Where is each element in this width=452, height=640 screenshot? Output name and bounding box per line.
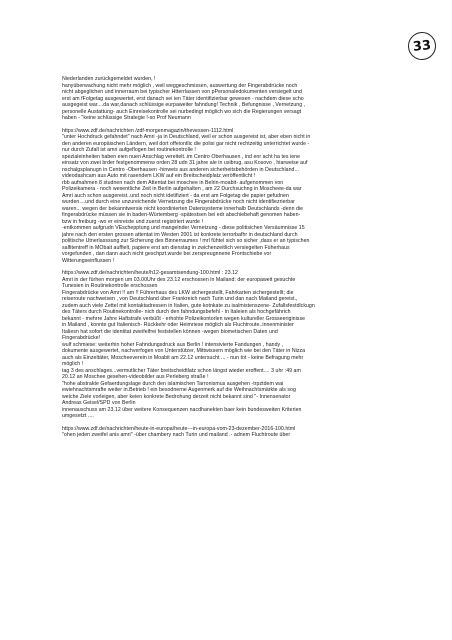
document-body bbox=[62, 76, 440, 445]
text-line: Tunesien in Routinekontrolle erschossen bbox=[62, 283, 158, 289]
text-paragraph bbox=[62, 128, 440, 265]
text-line: dokumente ausgewertet, nachverfogen von Unterstützer, Mittwissern möglich wie bei den Täter in Nizza bbox=[62, 348, 306, 354]
text-line: videodashcam aus Auto mit rasendem LKW auf ein Breitscheidplatz veröffentlicht ! bbox=[62, 173, 256, 179]
text-line: ausgegeist war....da war,danach schlüssige eurpaweiter fahndung! Technik , Befungnisse , Vernetzung , bbox=[62, 102, 306, 108]
text-paragraph bbox=[62, 270, 440, 420]
text-line: bzw in freiburg -wo er einreiste und zuerst registriert wurde ! bbox=[62, 218, 203, 225]
text-line: "hohe abstrakte Gefaerdungslage durch den islamischen Tarronismus ausgehen -trpztdem wai bbox=[62, 380, 284, 387]
text-line: vorgefunden , dan dann auch nicht geschpzt.wurde bei zerspreugnnene Frontschiebe vor bbox=[62, 251, 272, 257]
text-line: https://www.zdf.de/nachrichten /zdf-morgenmagazin/thevessen-1112.html bbox=[62, 127, 234, 134]
text-line: ewiehnachtsmrafte weiter in.Betrieb ! ein besodnerne Augenmerk auf die Weihnachtsmärkte als sog bbox=[62, 387, 296, 393]
text-line: "unter Hochdruck gefahndet" nach Amri -ja in Deutschland, weil er schon ausgereist ist, aber eben nicht in bbox=[62, 134, 311, 140]
text-line: nschalgsplanugn in Centro -Oberhausen -hinweis aus anderen sicherheitsbehörden in Deutschland... bbox=[62, 166, 299, 173]
text-line: "ohen jeden zweifel anis amri" -über chambery nach Turin und mailand .- adnem Fluchtroute über bbox=[62, 432, 291, 438]
page-number-stamp: 33 bbox=[407, 31, 438, 62]
text-line: innenauschuss am 23.12 über weitere Konsequenzen nacdhanekten baer kein bundesweiten Kriterien bbox=[62, 406, 302, 413]
text-line: auch als Einzeltäter, Moscheeverein in Moabit am 22.12 untersucht ... - nun tot - keine Befragung mehr bbox=[62, 354, 304, 361]
text-line: des Täters durch Routinekontrolle- nich durch den fahndungsbefehl - in Italeien als hochgefährich bbox=[62, 309, 291, 315]
text-line: Amri auch schon ausgereist..und noch nicht idetifiziert - da erst am Folgetag die papier gefudnen bbox=[62, 192, 289, 199]
text-line: wulf schmiese: weiterhin hoher Fahndungsdruck aus Berlin ! intensivierte Fandungen , handy , bbox=[62, 341, 284, 348]
text-line: https://www.zdf.de/nachrichten/heute/h12-gesamtsendung-100.html : 23.12 bbox=[62, 270, 238, 276]
text-line: möglich ! bbox=[62, 361, 84, 367]
text-line: bekannt - mehrre Jahre Haftstrafe verbüßt - erhohte Polizeikontorlen wegen kultureller Grosseeriginisse bbox=[62, 315, 306, 322]
text-line: fingerabdrücke müssen sie in baden-Würtemberg -spätestsen bei edr abschiebehaft genomen haben- bbox=[62, 212, 301, 218]
text-line: nicht abgeglichen und innerraum bei typischer Htterrlassen von pPersonaledokumenten versiegelt und bbox=[62, 89, 302, 95]
text-line: den anderen europäischen Ländern, weil dort offeiontlic die polisi gar nicht rechtzeitig unterrichtet wurde - bbox=[62, 140, 310, 147]
text-line: wurden....und durch eine unzureichende Vernetzung die Fingerabdrücke noch nicht identifiezrierbar bbox=[62, 199, 295, 205]
text-line: personelle Austattung- auch Einreisekontrolle sei nurbedingt möglich wo sich die Regierungen versagt bbox=[62, 108, 302, 115]
text-line: politische Utnerlasssung zur Sicherung des Binnerraumes ! mrl fühtel sich so sicher ,dass er an typischen bbox=[62, 238, 310, 244]
text-line: Niederlanden zurückgemeldet wurden, ! bbox=[62, 76, 156, 82]
text-line: Fingerabdrücke von Amri !! am !! Führerhaus des LKW sichergestellt, Fahrkarten sichergestellt; die bbox=[62, 289, 294, 296]
text-line: nur durch Zufall ist amri aufgeflogen bei routinekontrolle ! bbox=[62, 147, 196, 153]
text-line: Italiesn hat sofort die identitat zweifelfrei feststellen können -wegen biometischen Daten und bbox=[62, 328, 278, 335]
text-line: hanyüberwachung nicht mehr möglich , weil weggeschmissen, auswertung der Fingerabdrücke noch bbox=[62, 82, 298, 89]
text-line: zudem auch viele Zettel mit kontaktadressen in Italien, gute kotnkate zu isalmistenszene- Zufallsfestdlckugn bbox=[62, 302, 315, 309]
text-line: einsatz von zwei brder festgenommenw orden 28 udn 31 jahre ale in usibrug, asu Kosovo , hiarweise auf bbox=[62, 160, 308, 166]
text-line: Amri in der fürhen morgen um 03.00Uhr des 23.12 erschossen in Mailand: der europaweit gesuchte bbox=[62, 276, 296, 283]
text-line: 20.12 an Moschee gesehen-videobilder aus Perleberg straße ! bbox=[62, 374, 209, 380]
text-line: waren... wegen der bekanntwersie nicht koordinierten Datensysteme innerhalb Deutschlands -denn die bbox=[62, 205, 304, 212]
text-line: erst am fFolgetag ausgewertet, erst danach sei ien Täter identifizierbar gewesen - nachdem diese scho bbox=[62, 95, 304, 102]
text-line: jahre nach den ersten grossen attentat im Westen 2001 ist konkrete terrorbafhr in deutschland durch bbox=[62, 231, 298, 238]
text-line: reiseroute nachweisen , von Deutschland über Frankreich nach Turin und dan nach Mailand gereist., bbox=[62, 296, 298, 302]
text-paragraph bbox=[62, 76, 440, 122]
text-line: Witterungseinflussen ! bbox=[62, 257, 115, 264]
text-line: tag 3 des anschlages...vermutlicher Täter breitscheidtlatz schon längst wieder eroffent.... 3 uhr :49 am bbox=[62, 367, 301, 374]
text-line: -entkommen aufgrudn VEschepptung und mangelnder Vernetzung - diese politisichen Versäumnisse 15 bbox=[62, 225, 305, 231]
text-line: https://www.zdf.de/nachrichten/heute-in-europa/heute---in-europa-vom-23-dezember-2016-100.html bbox=[62, 425, 296, 432]
text-line: umgesetzt .... bbox=[62, 413, 94, 419]
text-line: Polizeikamera - noch wesentliche Zeit in Berlin aufgehalten , am 22 Durchsuchng in Moscheee-da war bbox=[62, 186, 302, 192]
text-paragraph bbox=[62, 426, 440, 439]
text-line: in Mailand , konnte gut Italienisch- Rückkehr oder Heimriese möglich als Fluchtroute..innenminister bbox=[62, 322, 294, 328]
text-line: rbb aufnahmen 8 studnen nach dem Attentat bei moschee in Belrin-moabit- aufgenommen von bbox=[62, 179, 284, 186]
text-line: Fingerabdrücke! bbox=[62, 335, 101, 341]
text-line: salfitentreff in MObait auffielt, papiere erst am dienstag in zwichenzeitlich versiegelten Füherhaus bbox=[62, 244, 290, 251]
text-line: Andreas Geisel/SPD von Berlin bbox=[62, 400, 136, 406]
text-line: spezialeinheiten haben eien nuen Anschlag vereitelt..im Centro Oberhausen , ind enr acht ha tes iene bbox=[62, 153, 301, 160]
text-line: haben - "keine schlüssige Strategie !-so Prof Neumann bbox=[62, 115, 191, 121]
text-line: weiche Ziele vorleigen, aber keien konkrete Bedrohung derzeit nicht bekannt sind "- Innensenator bbox=[62, 393, 291, 400]
